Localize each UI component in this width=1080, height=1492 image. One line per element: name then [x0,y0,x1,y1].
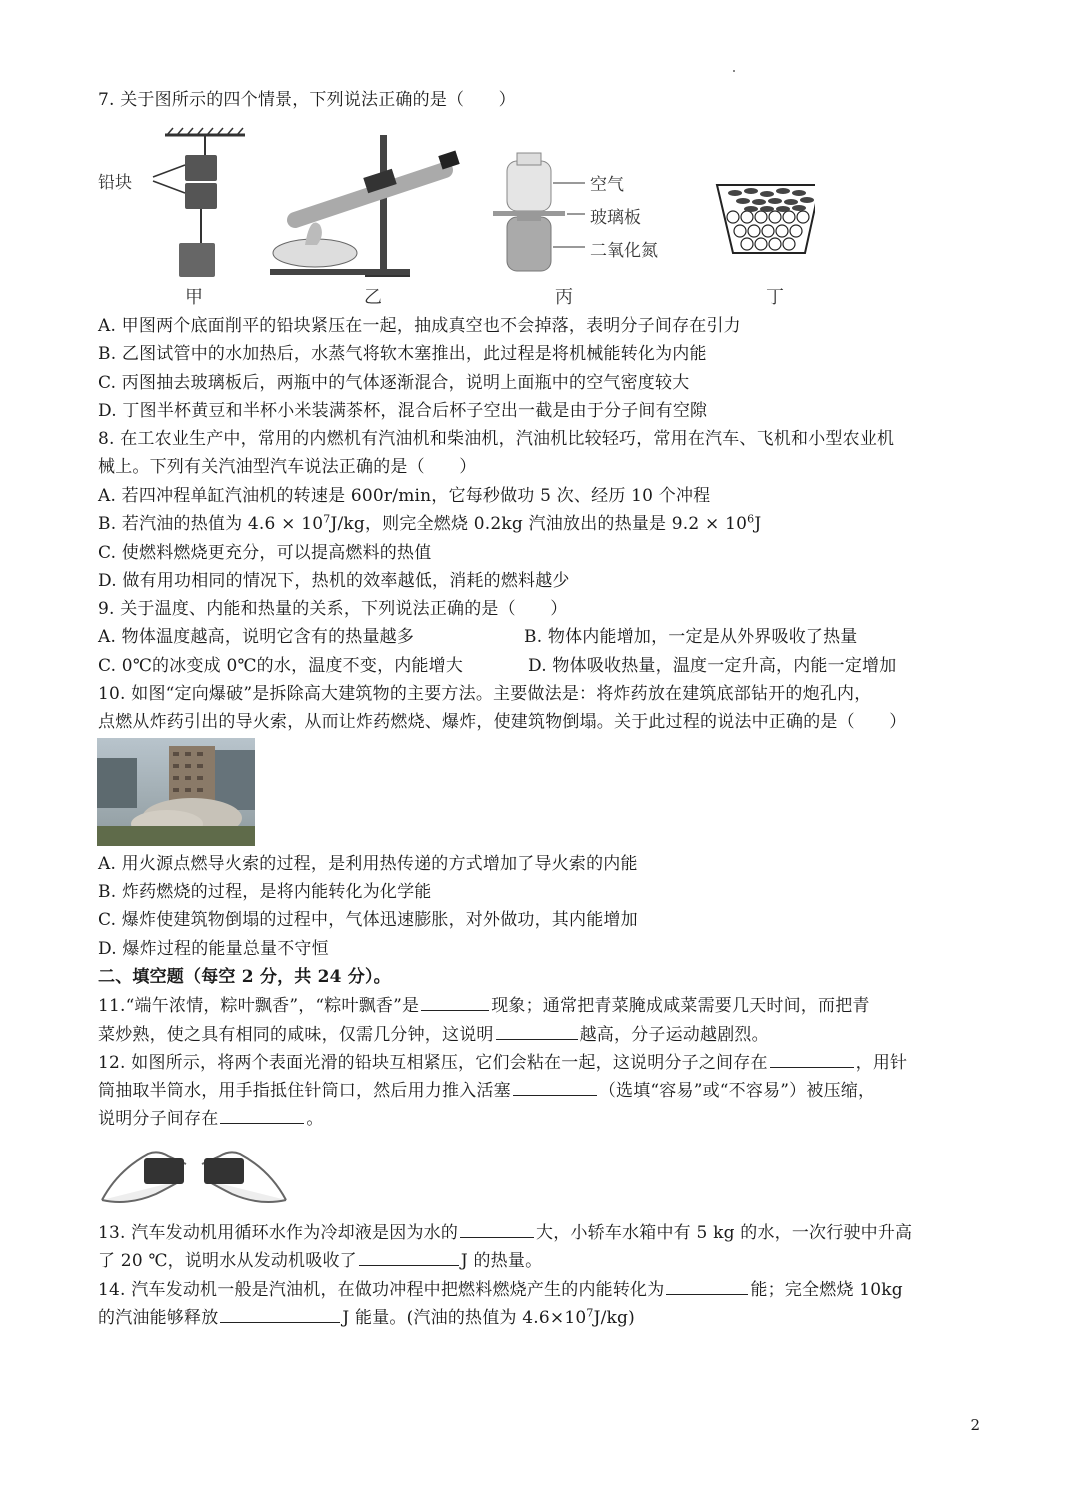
q7-option-d: D. 丁图半杯黄豆和半杯小米装满茶杯，混合后杯子空出一截是由于分子间有空隙 [98,401,708,421]
q11-line2: 菜炒熟，使之具有相同的咸味，仅需几分钟，这说明 越高，分子运动越剧烈。 [98,1022,769,1047]
page-number: 2 [970,1416,980,1434]
q8-option-a: A. 若四冲程单缸汽油机的转速是 600r/min，它每秒做功 5 次、经历 10 个冲程 [98,486,711,506]
q10-option-b: B. 炸药燃烧的过程，是将内能转化为化学能 [98,882,432,902]
q7-stem: 7. 关于图所示的四个情景，下列说法正确的是（ ） [98,90,516,110]
q11-blank-1 [421,993,489,1011]
q12-line2: 筒抽取半筒水，用手指抵住针筒口，然后用力推入活塞 （选填“容易”或“不容易”）被压缩， [98,1078,875,1103]
q10-stem-line1: 10. 如图“定向爆破”是拆除高大建筑物的主要方法。主要做法是：将炸药放在建筑底部钻开的炮孔内， [98,684,872,704]
fig-label-yi: 乙 [364,287,382,308]
q9-option-b: B. 物体内能增加，一定是从外界吸收了热量 [524,627,858,647]
q9-stem: 9. 关于温度、内能和热量的关系，下列说法正确的是（ ） [98,599,568,619]
fig-label-ding: 丁 [766,287,784,308]
q7-option-a: A. 甲图两个底面削平的铅块紧压在一起，抽成真空也不会掉落，表明分子间存在引力 [98,316,741,336]
q12-line1: 12. 如图所示，将两个表面光滑的铅块互相紧压，它们会粘在一起，这说明分子之间存在 ，用针 [98,1050,907,1075]
lead-blocks-figure [153,128,245,277]
no2-label: 二氧化氮 [590,241,658,261]
speck [733,70,735,72]
q13-line1: 13. 汽车发动机用循环水作为冷却液是因为水的 大，小轿车水箱中有 5 kg 的水，一次行驶中升高 [98,1220,912,1245]
q14-blank-2 [220,1305,340,1323]
hands-pressing-lead-figure [98,1140,290,1210]
q10-option-a: A. 用火源点燃导火索的过程，是利用热传递的方式增加了导火索的内能 [98,854,638,874]
q7-option-c: C. 丙图抽去玻璃板后，两瓶中的气体逐渐混合，说明上面瓶中的空气密度较大 [98,373,690,393]
q8-option-c: C. 使燃料燃烧更充分，可以提高燃料的热值 [98,543,432,563]
fig-label-bing: 丙 [555,287,573,308]
q13-blank-1 [460,1220,534,1238]
q12-line3: 说明分子间存在 。 [98,1106,324,1131]
gas-bottles-figure [493,153,585,271]
air-label: 空气 [590,175,624,195]
q9-option-c: C. 0℃的冰变成 0℃的水，温度不变，内能增大 [98,656,464,676]
q10-option-c: C. 爆炸使建筑物倒塌的过程中，气体迅速膨胀，对外做功，其内能增加 [98,910,638,930]
q14-blank-1 [666,1277,748,1295]
q12-blank-2 [513,1078,597,1096]
fig-label-jia: 甲 [185,287,203,308]
q10-option-d: D. 爆炸过程的能量总量不守恒 [98,939,329,959]
lead-block-label: 铅块 [98,173,132,193]
q12-blank-1 [770,1050,854,1068]
glass-plate-label: 玻璃板 [590,208,641,228]
q8-stem-line1: 8. 在工农业生产中，常用的内燃机有汽油机和柴油机，汽油机比较轻巧，常用在汽车、飞机和小型农业机 [98,429,895,449]
q9-option-d: D. 物体吸收热量，温度一定升高，内能一定增加 [528,656,897,676]
q7-option-b: B. 乙图试管中的水加热后，水蒸气将软木塞推出，此过程是将机械能转化为内能 [98,344,707,364]
q11-blank-2 [496,1022,578,1040]
q14-line2: 的汽油能够释放 J 能量。(汽油的热值为 $4.6\times 10^7J/kg$) [98,1306,635,1328]
section-heading: 二、填空题（每空 2 分，共 24 分）。 [98,967,391,987]
q8-stem-line2: 械上。下列有关汽油型汽车说法正确的是（ ） [98,457,477,477]
q10-stem-line2: 点燃从炸药引出的导火索，从而让炸药燃烧、爆炸，使建筑物倒塌。关于此过程的说法中正确的是（ ） [98,712,907,732]
q8-option-b: B. 若汽油的热值为 $4.6 \times 10^7J/kg$，则完全燃烧 0.2kg 汽油放出的热量是 $9.2 \times 10^6J$ [98,512,762,534]
q13-blank-2 [359,1248,459,1266]
q9-option-a: A. 物体温度越高，说明它含有的热量越多 [98,627,415,647]
beans-cup-figure [717,185,815,253]
q14-line1: 14. 汽车发动机一般是汽油机，在做功冲程中把燃料燃烧产生的内能转化为 能；完全燃烧 10kg [98,1277,903,1302]
q7-figure [95,125,815,310]
q11-line1: 11.“端午浓情，粽叶飘香”，“粽叶飘香”是 现象；通常把青菜腌成咸菜需要几天时间，而把青 [98,993,870,1018]
test-tube-figure [270,135,460,277]
q13-line2: 了 20 ℃，说明水从发动机吸收了 J 的热量。 [98,1248,542,1273]
q8-option-d: D. 做有用功相同的情况下，热机的效率越低，消耗的燃料越少 [98,571,570,591]
q12-blank-3 [220,1106,304,1124]
demolition-photo [97,738,255,846]
